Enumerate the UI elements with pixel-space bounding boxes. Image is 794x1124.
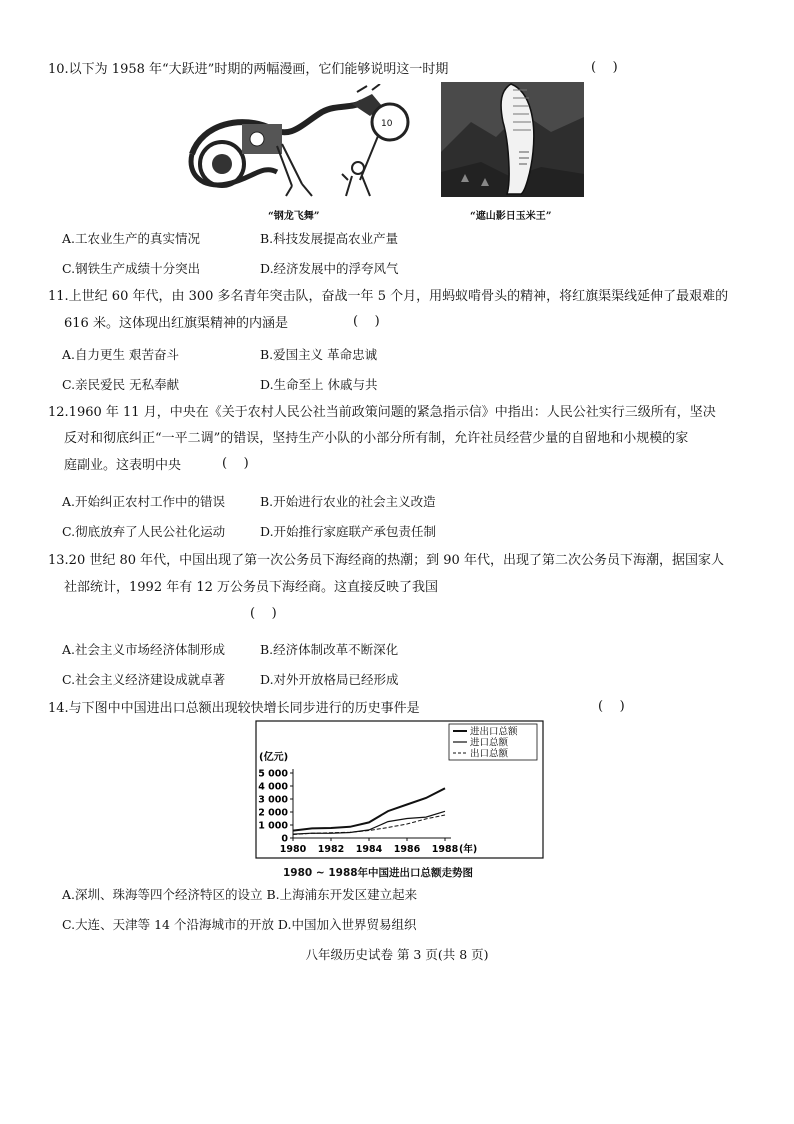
svg-text:10: 10: [381, 119, 393, 129]
q11-answer-bracket[interactable]: ( ): [353, 314, 380, 329]
q11-option-a[interactable]: A.自力更生 艰苦奋斗: [62, 347, 179, 362]
chart-y-tick-label: 4 000: [258, 781, 288, 793]
q14-answer-bracket[interactable]: ( ): [598, 699, 625, 714]
chart-y-tick-label: 0: [281, 833, 288, 845]
chart-y-tick-label: 1 000: [258, 820, 288, 832]
q12-answer-bracket[interactable]: ( ): [222, 456, 249, 471]
chart-x-tick-label: 1980: [279, 844, 307, 855]
chart-x-tick-label: 1982: [317, 844, 345, 855]
chart-ylabel: (亿元): [259, 752, 289, 763]
q12-stem-line3: 庭副业。这表明中央: [64, 458, 182, 473]
chart-caption: 1980 ~ 1988年中国进出口总额走势图: [283, 867, 474, 879]
q11-stem-line1: 11.上世纪 60 年代，由 300 多名青年突击队，奋战一年 5 个月，用蚂蚁啃骨头的精神，将红旗渠渠线延伸了最艰难的: [48, 289, 729, 304]
q11-option-d[interactable]: D.生命至上 休戚与共: [260, 377, 378, 392]
q12-option-d[interactable]: D.开始推行家庭联产承包责任制: [260, 524, 437, 539]
q11-option-b[interactable]: B.爱国主义 革命忠诚: [260, 347, 378, 362]
chart-x-tick-label: 1984: [355, 844, 383, 855]
chart-y-tick-label: 3 000: [258, 794, 288, 806]
cartoon-corn-king: [441, 82, 584, 201]
q13-answer-bracket[interactable]: ( ): [250, 606, 277, 621]
q13-option-d[interactable]: D.对外开放格局已经形成: [260, 672, 399, 687]
chart-legend-label: 进口总额: [470, 737, 509, 749]
chart-xlabel: (年): [459, 844, 478, 855]
q10-option-d[interactable]: D.经济发展中的浮夸风气: [260, 261, 399, 276]
q12-stem-line1: 12.1960 年 11 月，中央在《关于农村人民公社当前政策问题的紧急指示信》中指出：人民公社实行三级所有，坚决: [48, 405, 716, 420]
cartoon2-caption: “遮山影日玉米王”: [470, 211, 552, 222]
q13-option-b[interactable]: B.经济体制改革不断深化: [260, 642, 399, 657]
chart-legend-label: 进出口总额: [470, 726, 518, 738]
q12-stem-line2: 反对和彻底纠正“一平二调”的错误，坚持生产小队的小部分所有制，允许社员经营少量的自留地和小规模的家: [64, 431, 689, 446]
q13-stem-line1: 13.20 世纪 80 年代，中国出现了第一次公务员下海经商的热潮；到 90 年代，出现了第二次公务员下海潮，据国家人: [48, 553, 724, 568]
q11-option-c[interactable]: C.亲民爱民 无私奉献: [62, 377, 180, 392]
q10-option-b[interactable]: B.科技发展提高农业产量: [260, 231, 399, 246]
trade-chart: [255, 720, 545, 864]
q10-answer-bracket[interactable]: ( ): [591, 60, 618, 75]
q10-stem: 10.以下为 1958 年“大跃进”时期的两幅漫画，它们能够说明这一时期: [48, 62, 449, 77]
q11-stem-line2: 616 米。这体现出红旗渠精神的内涵是: [64, 316, 288, 331]
chart-y-tick-label: 2 000: [258, 807, 288, 819]
cartoon-steel-dragon: [182, 84, 422, 204]
chart-legend-label: 出口总额: [470, 748, 509, 760]
chart-x-tick-label: 1986: [393, 844, 421, 855]
q10-option-a[interactable]: A.工农业生产的真实情况: [62, 231, 201, 246]
q12-option-b[interactable]: B.开始进行农业的社会主义改造: [260, 494, 436, 509]
q14-stem: 14.与下图中中国进出口总额出现较快增长同步进行的历史事件是: [48, 701, 420, 716]
q13-stem-line2: 社部统计，1992 年有 12 万公务员下海经商。这直接反映了我国: [64, 580, 439, 595]
cartoon1-caption: “钢龙飞舞”: [268, 211, 320, 222]
chart-y-tick-label: 5 000: [258, 768, 288, 780]
chart-x-tick-label: 1988: [431, 844, 459, 855]
q13-option-c[interactable]: C.社会主义经济建设成就卓著: [62, 672, 226, 687]
q12-option-a[interactable]: A.开始纠正农村工作中的错误: [62, 494, 226, 509]
q10-option-c[interactable]: C.钢铁生产成绩十分突出: [62, 261, 201, 276]
q13-option-a[interactable]: A.社会主义市场经济体制形成: [62, 642, 226, 657]
q14-options-cd[interactable]: C.大连、天津等 14 个沿海城市的开放 D.中国加入世界贸易组织: [62, 917, 417, 932]
page-footer: 八年级历史试卷 第 3 页(共 8 页): [305, 947, 489, 962]
q12-option-c[interactable]: C.彻底放弃了人民公社化运动: [62, 524, 226, 539]
q14-options-ab[interactable]: A.深圳、珠海等四个经济特区的设立 B.上海浦东开发区建立起来: [62, 887, 418, 902]
